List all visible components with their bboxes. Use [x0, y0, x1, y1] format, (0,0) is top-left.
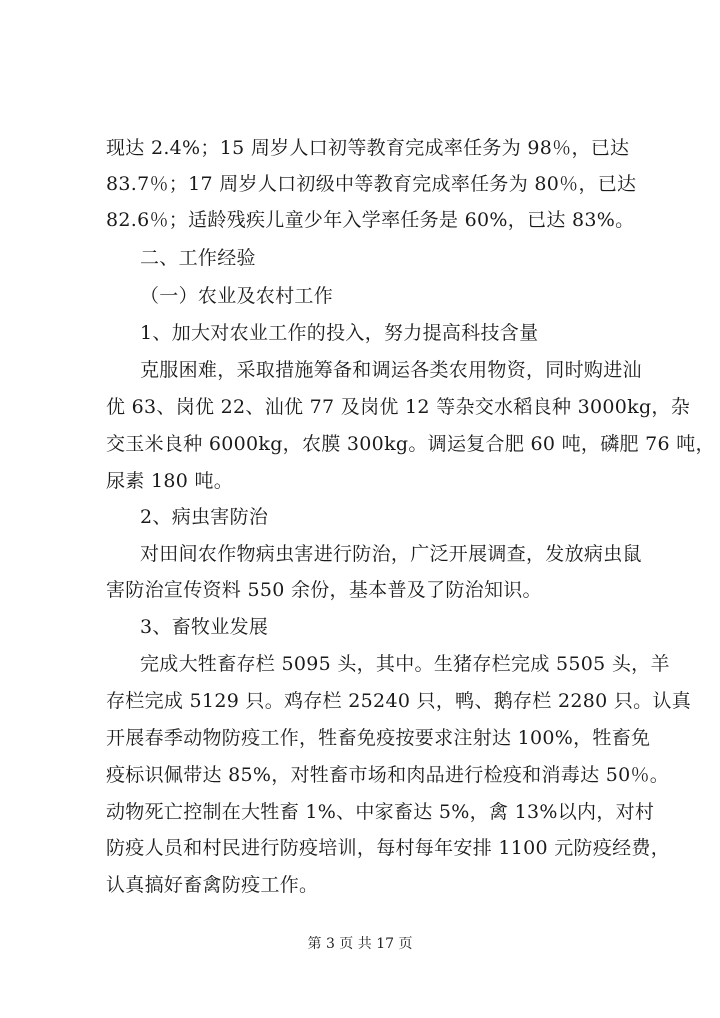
paragraph-line: 82.6％；适龄残疾儿童少年入学率任务是 60%，已达 83%。: [106, 209, 635, 231]
section-heading: 二、工作经验: [140, 247, 256, 269]
paragraph-line: 对田间农作物病虫害进行防治，广泛开展调查，发放病虫鼠: [140, 543, 642, 565]
paragraph-line: 防疫人员和村民进行防疫培训，每村每年安排 1100 元防疫经费，: [106, 837, 671, 859]
paragraph-line: 动物死亡控制在大牲畜 1%、中家畜达 5%，禽 13%以内，对村: [106, 801, 655, 823]
page-footer: 第 3 页 共 17 页: [307, 936, 413, 952]
paragraph-line: 害防治宣传资料 550 余份，基本普及了防治知识。: [106, 579, 542, 601]
paragraph-line: 存栏完成 5129 只。鸡存栏 25240 只，鸭、鹅存栏 2280 只。认真: [106, 690, 692, 712]
item-heading: 3、畜牧业发展: [140, 616, 269, 638]
paragraph-line: 疫标识佩带达 85%，对牲畜市场和肉品进行检疫和消毒达 50％。: [106, 764, 670, 786]
item-heading: 2、病虫害防治: [140, 506, 269, 528]
subsection-heading: （一）农业及农村工作: [140, 285, 334, 307]
paragraph-line: 克服困难，采取措施筹备和调运各类农用物资，同时购进汕: [140, 359, 642, 381]
paragraph-line: 优 63、岗优 22、汕优 77 及岗优 12 等杂交水稻良种 3000kg，杂: [106, 396, 691, 418]
paragraph-line: 尿素 180 吨。: [106, 470, 234, 492]
paragraph-line: 开展春季动物防疫工作，牲畜免疫按要求注射达 100%，牲畜免: [106, 727, 651, 749]
paragraph-line: 完成大牲畜存栏 5095 头，其中。生猪存栏完成 5505 头，羊: [140, 653, 670, 675]
paragraph-line: 现达 2.4%；15 周岁人口初等教育完成率任务为 98％，已达: [106, 137, 630, 159]
paragraph-line: 83.7％；17 周岁人口初级中等教育完成率任务为 80％，已达: [106, 173, 637, 195]
paragraph-line: 交玉米良种 6000kg，农膜 300kg。调运复合肥 60 吨，磷肥 76 吨，: [106, 433, 715, 455]
paragraph-line: 认真搞好畜禽防疫工作。: [106, 874, 319, 896]
item-heading: 1、加大对农业工作的投入，努力提高科技含量: [140, 322, 539, 344]
